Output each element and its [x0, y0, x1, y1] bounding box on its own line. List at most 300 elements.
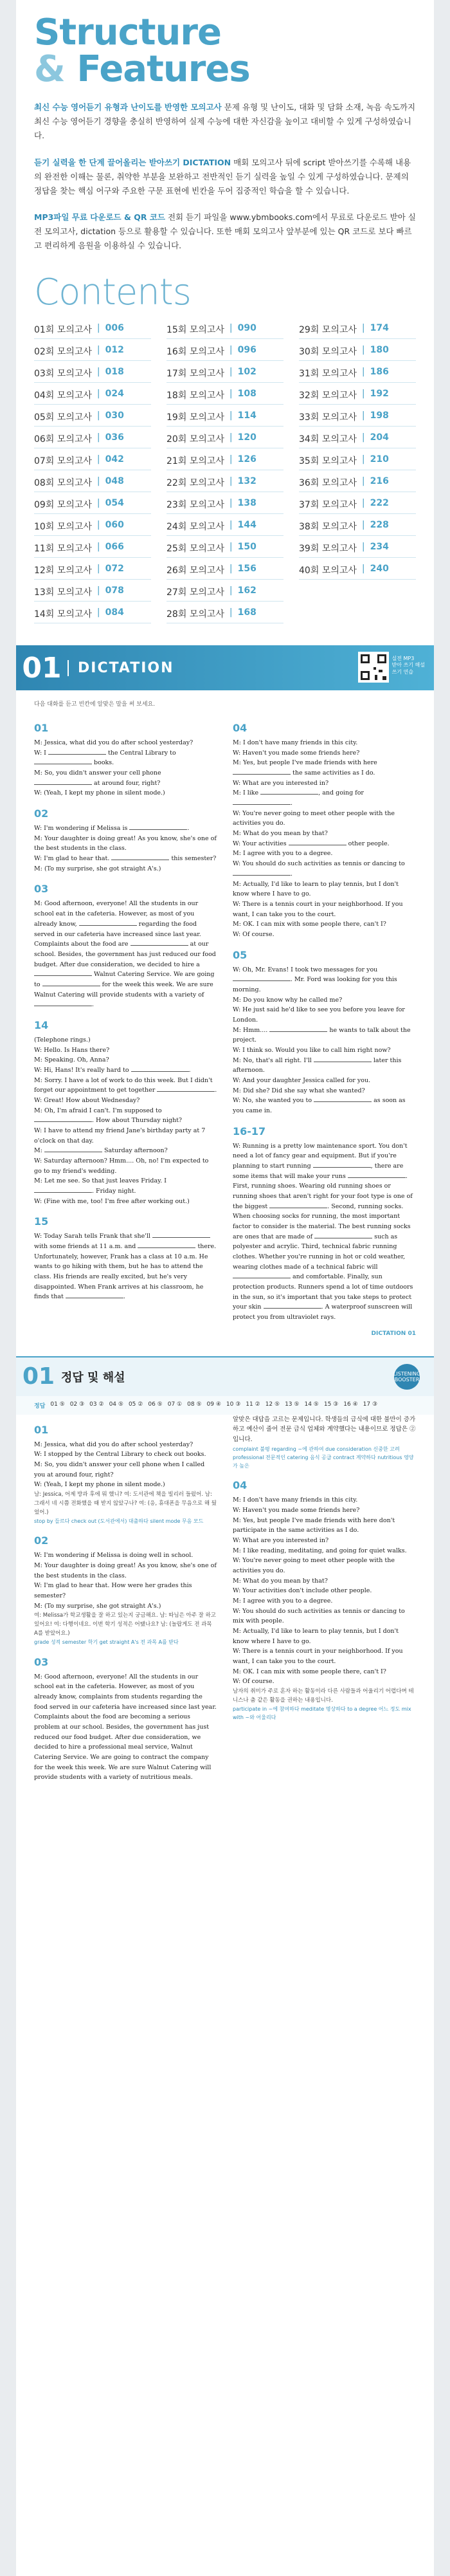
vocabulary-note: stop by 들르다 check out (도서관에서) 대출하다 silent mode 무음 모드: [34, 1518, 204, 1525]
toc-item: [34, 496, 151, 514]
answer-blank[interactable]: [42, 980, 100, 986]
toc-item: [299, 387, 416, 405]
answer-key-item: 14 ⑤: [304, 1401, 319, 1408]
answer-blank[interactable]: [34, 1116, 92, 1122]
question-block: [34, 722, 217, 798]
question-number: 01: [34, 722, 49, 735]
answer-blank[interactable]: [233, 869, 291, 876]
toc-item: [34, 518, 151, 536]
script-text: .: [291, 870, 293, 878]
script-text: W: Your activities: [233, 840, 289, 847]
script-line: [233, 1076, 416, 1086]
script-text: M: Actually, I'd like to learn to play tennis, but I don't know where I have to go.: [233, 1628, 399, 1645]
script-line: [233, 1536, 416, 1546]
toc-page-number: 216: [370, 476, 389, 487]
script-text: , and going for: [318, 789, 364, 797]
answer-blank[interactable]: [233, 1272, 291, 1278]
script-line: [233, 1596, 416, 1606]
korean-translation: 여: Melissa가 학교생활을 잘 하고 있는지 궁금해요. 남: 따님은 아주 잘 하고 있어요! 여: 다행이네요. 이번 학기 성적은 어땠나요? 남: (놀랍게도 전 과목 A를 받았어요.): [34, 1612, 216, 1637]
toc-separator: |: [361, 323, 365, 334]
toc-item: [299, 365, 416, 383]
script-line: [233, 1415, 416, 1445]
script-text: First, running shoes. Wearing old running shoes or running shoes that aren't right for your foot type is one of the biggest: [233, 1182, 413, 1210]
toc-page-number: 138: [237, 498, 256, 509]
toc-test-name: 21회 모의고사: [166, 456, 224, 467]
script-line: [34, 1176, 217, 1196]
script-text: W: What are you interested in?: [233, 779, 329, 787]
toc-test-name: 40회 모의고사: [299, 566, 357, 576]
answer-blank[interactable]: [233, 975, 291, 981]
script-text: W: Of course.: [233, 930, 274, 938]
toc-separator: |: [96, 498, 100, 509]
script-line: [34, 738, 217, 748]
script-text: W: I have to attend my friend Jane's birthday party at 7 o'clock on that day.: [34, 1127, 206, 1145]
toc-item: [166, 430, 284, 448]
script-text: M: I agree with you to a degree.: [233, 1597, 333, 1605]
toc-page-number: 012: [105, 345, 124, 356]
toc-test-name: 38회 모의고사: [299, 522, 357, 533]
script-text: W: And your daughter Jessica called for you.: [233, 1076, 371, 1084]
script-text: W: Hello. Is Hans there?: [34, 1046, 110, 1054]
answer-blank[interactable]: [314, 1096, 372, 1102]
toc-test-name: 11회 모의고사: [34, 544, 92, 555]
toc-separator: |: [361, 454, 365, 465]
script-text: W: Today Sarah tells Frank that she'll: [34, 1233, 152, 1240]
question-block: [233, 722, 416, 939]
script-line: [233, 748, 416, 759]
toc-item: [34, 365, 151, 383]
answer-blank[interactable]: [348, 1172, 406, 1178]
toc-test-name: 03회 모의고사: [34, 369, 92, 380]
toc-item: [166, 452, 284, 470]
toc-separator: |: [361, 345, 365, 356]
toc-test-name: 16회 모의고사: [166, 347, 224, 358]
toc-page-number: 030: [105, 410, 124, 421]
script-line: [34, 1480, 217, 1490]
toc-separator: |: [96, 520, 100, 531]
toc-item: [166, 365, 284, 383]
answer-blank[interactable]: [129, 823, 190, 833]
vocabulary-note: participate in ~에 참여하다 meditate 명상하다 to a degree 어느 정도 mix with ~와 어울리다: [233, 1706, 411, 1721]
answer-blank[interactable]: [34, 1186, 92, 1193]
answer-key-label: 정답: [34, 1403, 46, 1410]
answer-blank[interactable]: [48, 748, 106, 755]
script-text: W: I'm glad to hear that. How were her grades this semester?: [34, 1582, 192, 1599]
script-line: [34, 1126, 217, 1146]
feature-body: 문제 유형 및 난이도, 대화 및 담화 소재, 녹음 속도까지 최신 수능 영어듣기 경향을 충실히 반영하여 실제 수능에 대한 자신감을 높이고 대비할 수 있게 구성하였습니다.: [34, 102, 416, 140]
toc-page-number: 198: [370, 410, 389, 421]
toc-test-name: 28회 모의고사: [166, 609, 224, 620]
toc-page-number: 048: [105, 476, 124, 487]
toc-test-name: 18회 모의고사: [166, 391, 224, 401]
script-text: M: (To my surprise, she got straight A's.): [34, 1602, 161, 1610]
toc-item: [34, 343, 151, 361]
toc-separator: |: [361, 498, 365, 509]
answer-blank[interactable]: [264, 1302, 321, 1309]
script-line: [233, 1646, 416, 1666]
toc-page-number: 024: [105, 389, 124, 400]
script-text: W: Of course.: [233, 1678, 274, 1686]
script-line: [233, 879, 416, 899]
script-text: with some friends at 11 a.m. and: [34, 1242, 138, 1250]
toc-test-name: 33회 모의고사: [299, 412, 357, 423]
script-text: M: So, you didn't answer your cell phone: [34, 769, 161, 777]
script-line: [34, 1146, 217, 1156]
question-block: [34, 1534, 217, 1646]
toc-page-number: 156: [237, 564, 256, 575]
toc-page-number: 132: [237, 476, 256, 487]
script-text: . A waterproof sunscreen will protect you from ultraviolet rays.: [233, 1303, 413, 1321]
toc-item: [34, 605, 151, 623]
script-text: M: What do you mean by that?: [233, 830, 328, 838]
script-text: W: Oh, Mr. Evans! I took two messages for you: [233, 966, 378, 973]
answer-blank[interactable]: [34, 970, 92, 976]
question-number: 14: [34, 1018, 49, 1031]
script-text: M: Good afternoon, everyone! All the students in our school eat in the cafeteria. However, as most of you already know, complaints from students regarding the food served in our cafeteria have increased since last year. Complaints about the food are becoming a serious problem at our school. Besides, the government has just reduced our food budget. After due consideration, we decided to hire a professional meal service, Walnut Catering Service. We are going to contract the company for the week this week. We are sure Walnut Catering will provide students with a variety of nutritious meals.: [34, 1673, 217, 1781]
script-text: M: So, you didn't answer your cell phone when I called you at around four, right?: [34, 1461, 205, 1478]
toc-separator: |: [361, 432, 365, 443]
answer-blank[interactable]: [130, 939, 188, 946]
toc-page-number: 150: [237, 542, 256, 553]
script-line: [34, 1561, 217, 1581]
toc-item: [166, 474, 284, 492]
script-line: [233, 1516, 416, 1536]
script-line: [233, 1495, 416, 1505]
script-text: .: [215, 1087, 217, 1094]
question-number: 05: [233, 948, 248, 961]
script-text: M:: [34, 1147, 44, 1155]
question-number: 03: [34, 1655, 49, 1668]
toc-separator: |: [229, 520, 233, 531]
script-text: M: Did she? Did she say what she wanted?: [233, 1087, 365, 1094]
toc-page-number: 168: [237, 607, 256, 618]
script-text: .: [123, 1293, 125, 1301]
answer-key-item: 08 ⑤: [187, 1401, 202, 1408]
script-line: [233, 1546, 416, 1556]
script-text: as soon as you came in.: [233, 1097, 406, 1114]
script-line: [233, 1096, 416, 1116]
script-text: W: I'm glad to hear that.: [34, 855, 112, 863]
answer-blank[interactable]: [289, 839, 346, 845]
answer-blank[interactable]: [269, 1202, 327, 1208]
script-line: [233, 849, 416, 859]
toc-page-number: 090: [237, 323, 256, 334]
toc-page-number: 120: [237, 432, 256, 443]
script-text: M: Do you know why he called me?: [233, 996, 343, 1004]
answer-blank[interactable]: [269, 1026, 327, 1032]
answer-blank[interactable]: [314, 1232, 372, 1238]
script-line: [34, 1550, 217, 1561]
answer-blank[interactable]: [152, 1231, 210, 1238]
toc-item: [166, 584, 284, 602]
toc-page-number: 186: [370, 367, 389, 378]
answer-blank[interactable]: [157, 1085, 215, 1092]
answer-blank[interactable]: [131, 1065, 189, 1072]
script-text: M: Jessica, what did you do after school yesterday?: [34, 739, 194, 747]
toc-test-name: 39회 모의고사: [299, 544, 357, 555]
answer-blank[interactable]: [314, 1056, 372, 1062]
toc-page-number: 108: [237, 389, 256, 400]
question-block: [34, 883, 217, 1009]
toc-test-name: 26회 모의고사: [166, 566, 224, 576]
script-text: W: (Yeah, I kept my phone in silent mode.): [34, 789, 165, 797]
toc-test-name: 32회 모의고사: [299, 391, 357, 401]
toc-page-number: 240: [370, 564, 389, 575]
toc-page-number: 234: [370, 542, 389, 553]
toc-test-name: 34회 모의고사: [299, 434, 357, 445]
toc-item: [299, 474, 416, 492]
toc-page-number: 144: [237, 520, 256, 531]
qr-note: 실전 MP3 받아 쓰기 해설 쓰기 연습: [392, 656, 425, 675]
answer-blank[interactable]: [233, 768, 291, 775]
script-text: W: I'm wondering if Melissa is: [34, 825, 130, 833]
script-text: W: You're never going to meet other people with the activities you do.: [233, 809, 395, 827]
script-text: other people.: [346, 840, 390, 847]
script-line: [34, 748, 217, 768]
toc-separator: |: [96, 432, 100, 443]
script-text: M: Your daughter is doing great! As you know, she's one of the best students in the class.: [34, 1561, 217, 1579]
question-number: 15: [34, 1215, 49, 1228]
script-text: there. Unfortunately, however, Frank has a class at 10 a.m. He wants to go hiking with them, but he has to attend the class. His friends are really excited, but he's very disappointed. When Frank arrives at his classroom, he finds that: [34, 1242, 217, 1301]
script-text: W: You should do such activities as tennis or dancing to mix with people.: [233, 1607, 405, 1625]
answer-blank[interactable]: [138, 1242, 195, 1248]
answer-key-item: 10 ③: [226, 1401, 241, 1408]
toc-separator: |: [229, 323, 233, 334]
answer-blank[interactable]: [111, 854, 169, 860]
script-line: [34, 768, 217, 788]
script-line: [233, 1626, 416, 1646]
answer-key-item: 02 ③: [69, 1401, 85, 1408]
script-text: .: [187, 825, 190, 833]
answers-title: 정답 및 해설: [61, 1370, 125, 1385]
script-line: [233, 1556, 416, 1576]
answer-key-item: 07 ①: [167, 1401, 183, 1408]
answer-key-item: 12 ⑤: [265, 1401, 280, 1408]
script-text: and comfortable. Finally, sun protection products. Runners spend a lot of time outdoors in the sun, so it's important that you take steps to protect your skin: [233, 1273, 413, 1311]
script-line: [233, 1606, 416, 1626]
script-text: regarding the food served in our cafeteria have increased since last year. Complaints about the food are: [34, 920, 201, 948]
toc-item: [166, 321, 284, 339]
toc-test-name: 04회 모의고사: [34, 391, 92, 401]
script-text: M: I don't have many friends in this city.: [233, 1496, 358, 1504]
toc-page-number: 084: [105, 607, 124, 618]
script-line: [34, 1076, 217, 1096]
script-line: [233, 738, 416, 748]
script-line: [34, 1035, 217, 1045]
toc-item: [166, 387, 284, 405]
script-text: W: I: [34, 749, 48, 757]
korean-translation: 남: Jessica, 어제 방과 후에 뭐 했니? 여: 도서관에 책을 빌리러 들렀어. 남: 그래서 네 시쯤 전화했을 때 받지 않았구나? 여: (응, 휴대폰을 무음으로 해 뒀었어.): [34, 1491, 217, 1516]
script-line: [34, 1096, 217, 1106]
script-text: M: Actually, I'd like to learn to play tennis, but I don't know where I have to go.: [233, 880, 399, 898]
toc-item: [166, 605, 284, 623]
question-block: [34, 1656, 217, 1783]
script-text: M: Let me see. So that just leaves Friday. I: [34, 1177, 167, 1185]
script-line: [34, 823, 217, 834]
toc-page-number: 210: [370, 454, 389, 465]
answer-blank[interactable]: [79, 919, 137, 926]
script-text: M: Jessica, what did you do after school yesterday?: [34, 1440, 194, 1448]
answers-left-column: [34, 1415, 217, 1783]
toc-test-name: 10회 모의고사: [34, 522, 92, 533]
script-text: W: You're never going to meet other people with the activities you do.: [233, 1557, 395, 1574]
page: [16, 0, 434, 2576]
script-text: 알맞은 대답을 고르는 문제입니다. 학생들의 급식에 대한 불만이 증가하고 예산이 줄어 전문 급식 업체와 계약했다는 내용이므로 정답은 ②입니다.: [233, 1415, 416, 1444]
contents-title: Contents: [34, 271, 191, 314]
question-block: [34, 1019, 217, 1206]
toc-page-number: 102: [237, 367, 256, 378]
title-line-1: Structure: [34, 12, 222, 53]
script-text: books.: [92, 759, 114, 767]
toc-page-number: 018: [105, 367, 124, 378]
script-line: [233, 899, 416, 919]
toc-separator: |: [361, 564, 365, 575]
toc-separator: |: [229, 345, 233, 356]
toc-page-number: 192: [370, 389, 389, 400]
toc-separator: |: [96, 564, 100, 575]
script-line: [34, 1065, 217, 1076]
answer-blank[interactable]: [34, 778, 92, 785]
question-number: 01: [34, 1423, 49, 1436]
question-block: [233, 1479, 416, 1722]
toc-separator: |: [96, 367, 100, 378]
dictation-instruction: 다음 대화를 듣고 빈칸에 알맞은 말을 써 보세요.: [34, 701, 156, 708]
toc-item: [166, 518, 284, 536]
toc-test-name: 22회 모의고사: [166, 478, 224, 489]
answer-key-item: 06 ⑤: [148, 1401, 163, 1408]
toc-separator: |: [96, 476, 100, 487]
answer-blank[interactable]: [233, 798, 291, 805]
script-line: [233, 788, 416, 808]
toc-page-number: 126: [237, 454, 256, 465]
script-text: . Second, running socks. When choosing socks for running, the most important factor to consider is the material. The best running socks are ones that are made of: [233, 1202, 411, 1240]
script-line: [34, 1581, 217, 1601]
toc-page-number: 072: [105, 564, 124, 575]
script-line: [34, 1460, 217, 1480]
script-line: [233, 1667, 416, 1677]
qr-code-icon[interactable]: [358, 652, 389, 683]
toc-page-number: 066: [105, 542, 124, 553]
toc-item: [299, 452, 416, 470]
question-number: 02: [34, 807, 49, 820]
script-text: , there are some items that will make your runs: [233, 1162, 404, 1180]
toc-test-name: 30회 모의고사: [299, 347, 357, 358]
toc-item: [34, 540, 151, 558]
answer-key-item: 05 ②: [128, 1401, 143, 1408]
answer-key: [16, 1396, 434, 1415]
toc-separator: |: [96, 607, 100, 618]
toc-test-name: 20회 모의고사: [166, 434, 224, 445]
table-of-contents: [34, 321, 416, 623]
feature-list: [34, 100, 416, 253]
answers-columns: [16, 1415, 434, 1783]
script-line: [233, 1576, 416, 1587]
script-text: M: Yes, but people I've made friends with here don't participate in the same activities as I do.: [233, 1516, 395, 1534]
toc-separator: |: [96, 410, 100, 421]
toc-item: [299, 584, 416, 602]
script-text: W: I'm wondering if Melissa is doing well in school.: [34, 1552, 194, 1559]
toc-test-name: 24회 모의고사: [166, 522, 224, 533]
question-block: [34, 807, 217, 874]
answer-blank[interactable]: [34, 758, 92, 764]
dictation-banner: [16, 645, 434, 690]
toc-item: [34, 584, 151, 602]
script-line: [34, 1231, 217, 1302]
toc-item: [166, 343, 284, 361]
script-line: [233, 1505, 416, 1516]
script-text: the Central Library to: [105, 749, 176, 757]
toc-separator: |: [361, 410, 365, 421]
question-number: 03: [34, 883, 49, 896]
toc-separator: |: [96, 542, 100, 553]
toc-test-name: 08회 모의고사: [34, 478, 92, 489]
script-text: M: Your daughter is doing great! As you know, she's one of the best students in the class.: [34, 834, 217, 852]
answer-blank[interactable]: [34, 1000, 94, 1009]
toc-page-number: 006: [105, 323, 124, 334]
script-text: M: Sorry. I have a lot of work to do this week. But I didn't forget our appointment to get together: [34, 1076, 213, 1094]
toc-test-name: 15회 모의고사: [166, 325, 224, 336]
script-text: W: Hi, Hans! It's really hard to: [34, 1066, 131, 1074]
answers-right-column: [233, 1415, 416, 1783]
toc-separator: |: [96, 345, 100, 356]
script-line: [34, 1156, 217, 1176]
answers-banner: [16, 1356, 434, 1396]
script-text: M: Hmm....: [233, 1026, 270, 1034]
question-block: [233, 1415, 416, 1471]
answer-blank[interactable]: [44, 1146, 102, 1152]
answer-blank[interactable]: [66, 1292, 125, 1301]
script-text: W: Great! How about Wednesday?: [34, 1096, 140, 1104]
script-text: M: I like reading, meditating, and going for quiet walks.: [233, 1547, 407, 1554]
toc-test-name: 35회 모의고사: [299, 456, 357, 467]
toc-page-number: 060: [105, 520, 124, 531]
script-line: [233, 839, 416, 849]
toc-test-name: 12회 모의고사: [34, 566, 92, 576]
script-line: [34, 864, 217, 874]
toc-test-name: 14회 모의고사: [34, 609, 92, 620]
script-text: W: Your activities don't include other people.: [233, 1587, 372, 1595]
toc-page-number: 078: [105, 585, 124, 596]
toc-item: [166, 496, 284, 514]
script-line: [34, 1106, 217, 1126]
script-text: Walnut Catering Service. We are going to: [34, 971, 215, 988]
script-text: M: (To my surprise, she got straight A's.): [34, 865, 161, 872]
script-text: W: There is a tennis court in your neighborhood. If you want, I can take you to the court.: [233, 900, 403, 918]
script-text: Saturday afternoon?: [102, 1147, 168, 1155]
toc-separator: |: [229, 432, 233, 443]
toc-separator: |: [96, 454, 100, 465]
script-text: M: What do you mean by that?: [233, 1577, 328, 1585]
toc-item: [166, 562, 284, 580]
script-line: [233, 1181, 416, 1322]
answer-blank[interactable]: [313, 1161, 371, 1168]
script-text: .: [291, 800, 293, 807]
script-text: for the week this week. We are sure Walnut Catering will provide students with a variety of: [34, 980, 213, 998]
script-line: [233, 1141, 416, 1182]
toc-item: [34, 387, 151, 405]
toc-item: [34, 474, 151, 492]
script-text: M: Speaking. Oh, Anna?: [34, 1056, 109, 1064]
toc-separator: |: [361, 367, 365, 378]
toc-item: [299, 518, 416, 536]
script-text: .: [405, 1172, 408, 1180]
toc-separator: |: [96, 389, 100, 400]
script-line: [233, 965, 416, 995]
feature-body: 전회 듣기 파일을 www.ybmbooks.com에서 무료로 다운로드 받아 실전 모의고사, dictation 등으로 활용할 수 있습니다. 또한 매회 모의고사 앞부분에 있는 QR 코드로 보다 빠르고 편리하게 음원을 이용하실 수 있습니다.: [34, 212, 416, 251]
toc-test-name: 23회 모의고사: [166, 500, 224, 511]
answer-blank[interactable]: [260, 788, 318, 795]
feature-lead: 최신 수능 영어듣기 유형과 난이도를 반영한 모의고사: [34, 102, 222, 113]
